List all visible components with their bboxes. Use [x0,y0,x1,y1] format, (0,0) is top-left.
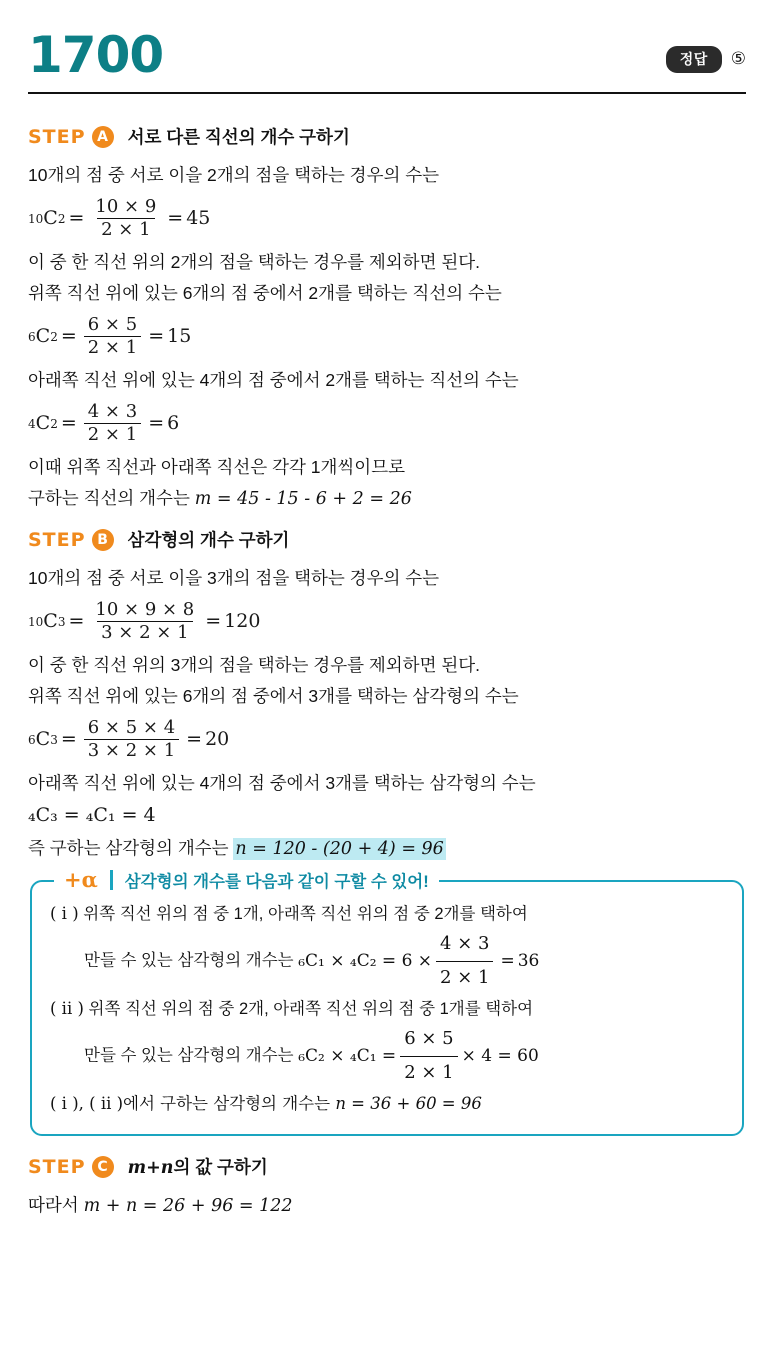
fraction-denominator: 3 × 2 × 1 [97,621,192,642]
fraction [400,1025,457,1088]
plus-alpha-title: 삼각형의 개수를 다음과 같이 구할 수 있어! [124,872,429,891]
answer-label: 정답 [666,46,722,73]
step-b-line-5-prefix: 즉 구하는 삼각형의 개수는 [28,838,234,859]
step-c-line [28,1191,746,1220]
formula-lead: C [35,728,51,751]
step-b-word: STEP [28,528,86,551]
plus-item-2-formula [298,1025,539,1088]
formula-result: 45 [186,207,211,230]
step-c-header [28,1154,746,1179]
plus-item-1-label: ( i ) [50,903,79,923]
step-b-formula-2: 6 C 3 = $\frac{6 \times 5 \times 4}{3 \times 2 \times 1}$ = 20 [28,717,230,762]
formula-result: 20 [205,728,230,751]
fraction-numerator: 6 × 5 × 4 [87,717,176,739]
step-b-formula-1: 10 C 3 = $\frac{10 \times 9 \times 8}{3 \times 2 \times 1}$ = 120 [28,599,261,644]
step-c-title-math: m+n [127,1158,174,1179]
step-b-line-4: 아래쪽 직선 위에 있는 4개의 점 중에서 3개를 택하는 삼각형의 수는 [28,773,536,794]
answer-value: ⑤ [730,49,746,68]
fraction [84,719,179,760]
formula-result: 36 [517,950,540,971]
formula-tail: × 4 = 60 [461,1045,539,1066]
step-c-title [128,1154,268,1179]
plus-item-2-sub [84,1025,724,1088]
formula-postsub: 2 [57,211,66,226]
step-b-line-1: 10개의 점 중 서로 이을 3개의 점을 택하는 경우의 수는 [28,568,440,589]
step-b-line-5-math: n = 120 - (20 + 4) = 96 [235,839,444,860]
fraction [84,403,141,444]
plus-item-1 [50,901,724,927]
plus-alpha-separator [110,870,113,890]
plus-item-3-math: n = 36 + 60 = 96 [335,1093,482,1113]
formula-presub: 4 [28,416,36,431]
fraction-denominator: 2 × 1 [436,961,493,993]
step-a-header [28,124,746,149]
formula-result: 15 [167,325,192,348]
fraction-numerator: 10 × 9 [95,196,157,218]
plus-alpha-tab [54,867,439,893]
step-a-badge: A [92,126,114,148]
step-a-line-6-prefix: 구하는 직선의 개수는 [28,487,195,508]
formula-expr: ₆C₂ × ₄C₁ = [298,1045,397,1066]
step-a-formula-2: 6 C 2 = $\frac{6 \times 5}{2 \times 1}$ = 15 [28,314,192,359]
plus-item-3-prefix: ( i ), ( ii )에서 구하는 삼각형의 개수는 [50,1093,336,1113]
plus-item-1-text: 위쪽 직선 위의 점 중 1개, 아래쪽 직선 위의 점 중 2개를 택하여 [83,904,528,923]
step-c-word: STEP [28,1155,86,1178]
fraction-denominator: 2 × 1 [97,218,154,239]
fraction-numerator: 6 × 5 [87,314,138,336]
formula-postsub: 2 [50,416,58,431]
step-a-line-5: 이때 위쪽 직선과 아래쪽 직선은 각각 1개씩이므로 [28,457,406,478]
plus-item-1-sub [84,930,724,993]
step-a-line-6-math: m = 45 - 15 - 6 + 2 = 26 [194,488,412,509]
fraction [84,316,141,357]
formula-postsub: 3 [57,614,66,629]
fraction-numerator: 10 × 9 × 8 [95,599,195,621]
formula-presub: 6 [28,732,36,747]
problem-number: 1700 [28,26,164,84]
step-a-line-1: 10개의 점 중 서로 이을 2개의 점을 택하는 경우의 수는 [28,165,440,185]
step-a-line-4: 아래쪽 직선 위에 있는 4개의 점 중에서 2개를 택하는 직선의 수는 [28,370,519,391]
plus-item-1-sub-prefix: 만들 수 있는 삼각형의 개수는 [84,951,299,970]
solution-body [28,94,746,1220]
formula-presub: 6 [28,329,36,344]
step-b-formula-3 [28,806,746,825]
formula-lead: C [43,207,58,230]
plus-item-2 [50,996,724,1022]
fraction [436,930,493,993]
formula-result: 6 [167,412,180,435]
fraction-denominator: 2 × 1 [84,423,141,444]
fraction-numerator: 4 × 3 [440,933,490,955]
plus-item-1-formula: ₆C₁ × ₄C₂ = 6 × $\frac{4 \times 3}{2 \times 1}$ = 36 [298,930,539,993]
formula-text: ₄C₃ = ₄C₁ = 4 [28,804,156,827]
step-a-title: 서로 다른 직선의 개수 구하기 [127,127,350,147]
step-a-word: STEP [28,125,86,148]
fraction-numerator: 6 × 5 [404,1028,454,1050]
step-a-line-3: 위쪽 직선 위에 있는 6개의 점 중에서 2개를 택하는 직선의 수는 [28,282,502,303]
step-b-badge: B [92,529,114,551]
step-b-line-5 [28,834,746,863]
step-a-line-2: 이 중 한 직선 위의 2개의 점을 택하는 경우를 제외하면 된다. [28,252,481,273]
formula-postsub: 2 [50,329,58,344]
plus-item-3 [50,1091,724,1117]
formula-presub: 10 [28,614,44,629]
step-a-formula-3: 4 C 2 = $\frac{4 \times 3}{2 \times 1}$ = 6 [28,401,180,446]
answer-group [666,20,746,73]
step-a-line-6 [28,484,746,513]
fraction-denominator: 2 × 1 [84,336,141,357]
step-b-header [28,527,746,552]
fraction [91,601,198,642]
page-header [28,0,746,92]
plus-item-2-text: 위쪽 직선 위의 점 중 2개, 아래쪽 직선 위의 점 중 1개를 택하여 [88,999,534,1018]
step-b-line-2: 이 중 한 직선 위의 3개의 점을 택하는 경우를 제외하면 된다. [28,655,481,676]
formula-expr: ₆C₁ × ₄C₂ = 6 × [298,950,433,971]
step-c-badge: C [92,1156,114,1178]
step-b-line-3: 위쪽 직선 위에 있는 6개의 점 중에서 3개를 택하는 삼각형의 수는 [28,685,519,706]
step-a-formula-1: 10 C 2 = $\frac{10 \times 9}{2 \times 1}$ = 45 [28,196,211,241]
step-c-title-rest: 의 값 구하기 [173,1157,268,1178]
step-c-line-prefix: 따라서 [28,1195,84,1216]
step-c-line-math: m + n = 26 + 96 = 122 [83,1196,293,1217]
formula-result: 120 [224,610,261,633]
fraction-numerator: 4 × 3 [87,401,138,423]
plus-alpha-symbol: +α [64,867,98,893]
fraction [91,198,160,239]
formula-presub: 10 [28,211,44,226]
plus-item-2-sub-prefix: 만들 수 있는 삼각형의 개수는 [84,1046,299,1065]
formula-lead: C [35,325,51,348]
step-b-title: 삼각형의 개수 구하기 [127,530,290,551]
formula-lead: C [35,412,51,435]
formula-postsub: 3 [50,732,58,747]
formula-lead: C [43,610,58,633]
plus-item-2-label: ( ii ) [50,998,84,1018]
fraction-denominator: 2 × 1 [400,1056,457,1088]
plus-alpha-box [30,867,744,1136]
fraction-denominator: 3 × 2 × 1 [84,739,179,760]
